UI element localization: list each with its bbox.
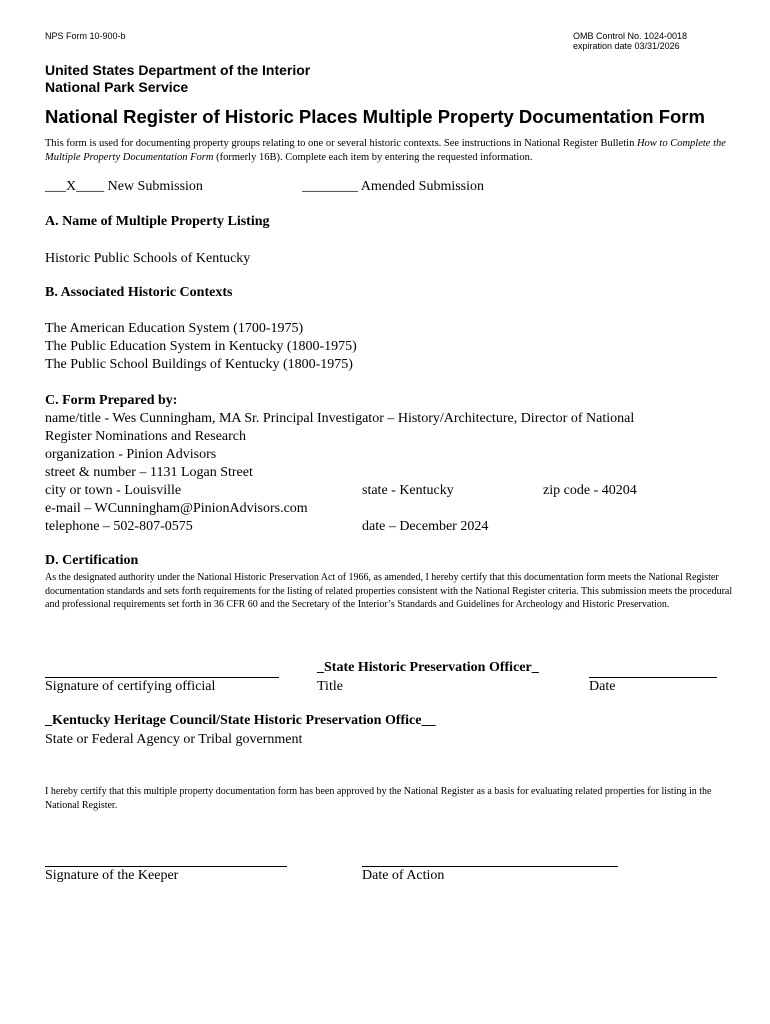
certifying-agency-label: State or Federal Agency or Tribal government (45, 732, 303, 747)
certification-date-label: Date (589, 679, 616, 694)
new-submission-label: New Submission (107, 179, 203, 194)
preparer-city[interactable]: city or town - Louisville (45, 483, 182, 498)
approval-text: I hereby certify that this multiple property documentation form has been approved by the National Register as a basis for evaluating related properties for listing in the National Register. (45, 786, 712, 811)
section-d-heading: D. Certification (45, 553, 139, 568)
service-name: National Park Service (45, 79, 189, 95)
certifying-official-title-value[interactable]: _State Historic Preservation Officer_ (317, 660, 539, 675)
multiple-property-name[interactable]: Historic Public Schools of Kentucky (45, 251, 251, 266)
historic-context-item: The Public Education System in Kentucky (1800-1975) (45, 339, 357, 354)
intro-paragraph (45, 137, 735, 165)
omb-control-number: OMB Control No. 1024-0018 (573, 31, 688, 41)
section-b-heading: B. Associated Historic Contexts (45, 285, 233, 300)
certifying-agency-value[interactable]: _Kentucky Heritage Council/State Historic Preservation Office__ (45, 713, 436, 728)
department-name: United States Department of the Interior (45, 62, 311, 78)
preparer-name-title-line-1: name/title - Wes Cunningham, MA Sr. Principal Investigator – History/Architecture, Director of National (45, 411, 635, 426)
form-number: NPS Form 10-900-b (45, 31, 126, 41)
bulletin-title: How to Complete the Multiple Property Documentation Form (45, 138, 726, 163)
preparer-name-title[interactable] (45, 410, 634, 446)
form-title: National Register of Historic Places Multiple Property Documentation Form (45, 106, 705, 127)
intro-text-1: This form is used for documenting property groups relating to one or several historic contexts. See instructions in National Register Bulletin (45, 138, 637, 149)
new-submission[interactable] (45, 178, 203, 196)
amended-submission-label: Amended Submission (360, 179, 485, 194)
historic-contexts-list (45, 320, 357, 374)
section-c-heading: C. Form Prepared by: (45, 393, 178, 408)
historic-context-item: The American Education System (1700-1975) (45, 321, 304, 336)
preparer-zip[interactable]: zip code - 40204 (543, 483, 637, 498)
preparer-street[interactable]: street & number – 1131 Logan Street (45, 465, 253, 480)
preparer-state[interactable]: state - Kentucky (362, 483, 454, 498)
intro-text-2: (formerly 16B). Complete each item by entering the requested information. (213, 152, 533, 163)
certification-text: As the designated authority under the National Historic Preservation Act of 1966, as amended, I hereby certify that this documentation form meets the National Register documentation standards and sets forth requirements for the listing of related properties consistent with the National Register criteria. This submission meets the procedural and professional requirements set forth in 36 CFR 60 and the Secretary of the Interior’s Standards and Guidelines for Archeology and Historic Preservation. (45, 572, 733, 610)
preparer-date[interactable]: date – December 2024 (362, 519, 489, 534)
section-a-heading: A. Name of Multiple Property Listing (45, 214, 270, 229)
certifying-official-signature-label: Signature of certifying official (45, 679, 216, 694)
preparer-name-title-line-2: Register Nominations and Research (45, 429, 247, 444)
keeper-signature-label: Signature of the Keeper (45, 868, 179, 883)
amended-submission-blank: ________ (302, 179, 358, 194)
agency-block (45, 62, 310, 96)
amended-submission[interactable] (302, 178, 484, 196)
new-submission-blank-prefix: ___ (45, 179, 66, 194)
new-submission-blank-suffix: ____ (76, 179, 105, 194)
preparer-organization[interactable]: organization - Pinion Advisors (45, 447, 217, 462)
certifying-official-title-label: Title (317, 679, 343, 694)
preparer-telephone[interactable]: telephone – 502-807-0575 (45, 519, 193, 534)
expiration-date: expiration date 03/31/2026 (573, 41, 680, 51)
omb-block (573, 31, 687, 51)
new-submission-mark: X (66, 179, 77, 194)
date-of-action-label: Date of Action (362, 868, 445, 883)
preparer-email[interactable]: e-mail – WCunningham@PinionAdvisors.com (45, 501, 308, 516)
historic-context-item: The Public School Buildings of Kentucky (1800-1975) (45, 357, 353, 372)
